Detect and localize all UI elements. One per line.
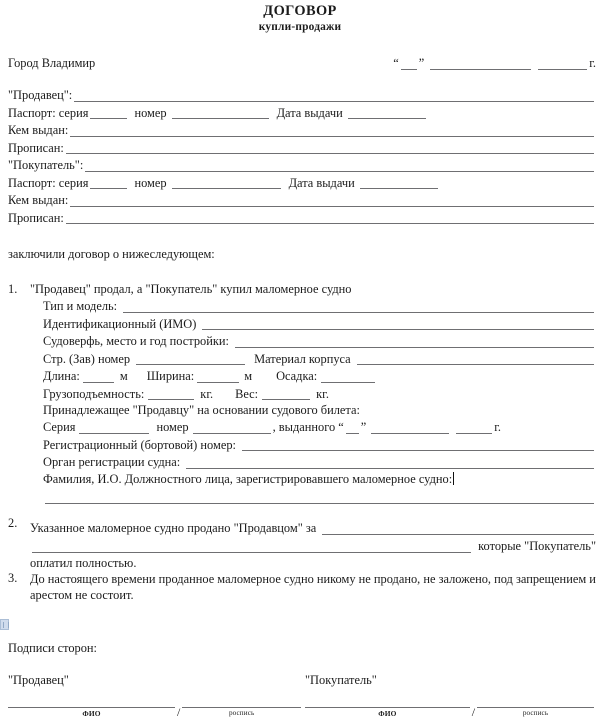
buyer-fio-group[interactable] <box>305 706 470 717</box>
buyer-issue-date-label: Дата выдачи <box>288 175 355 190</box>
registration-number-label: Регистрационный (бортовой) номер: <box>43 437 236 452</box>
seller-fio-caption: ФИО <box>82 709 101 719</box>
field-capacity-weight <box>30 386 596 400</box>
buyer-registered-row <box>8 210 596 224</box>
buyer-passport-number-blank[interactable] <box>172 175 281 189</box>
seller-block <box>0 88 600 225</box>
clause-2-text-after: которые "Покупатель" <box>478 539 596 554</box>
seller-issued-by-blank[interactable] <box>70 123 594 137</box>
conclusion-line: заключили договор о нижеследующем: <box>8 247 215 262</box>
issued-quote-open: “ <box>338 420 344 435</box>
seller-issue-date-label: Дата выдачи <box>276 105 343 120</box>
official-name-blank[interactable] <box>45 490 594 504</box>
field-ownership-basis <box>30 404 596 416</box>
buyer-sign-rule <box>477 706 594 708</box>
weight-unit: кг. <box>316 386 329 401</box>
official-name-label: Фамилия, И.О. Должностного лица, зарегистрировавшего маломерное судно: <box>43 471 453 486</box>
length-label: Длина: <box>43 369 80 384</box>
width-blank[interactable] <box>197 369 239 383</box>
issued-day-blank[interactable] <box>346 420 359 434</box>
clause-3-text: До настоящего времени проданное маломерное судно никому не продано, не заложено, под запрещением и арестом не состоит. <box>30 571 596 602</box>
length-unit: м <box>119 369 128 384</box>
buyer-signature-lines <box>305 706 594 718</box>
seller-issued-by-row <box>8 123 596 137</box>
field-dimensions <box>30 369 596 383</box>
issued-quote-close: ” <box>360 420 367 435</box>
signatures-heading: Подписи сторон: <box>8 640 97 655</box>
ownership-basis-label: Принадлежащее "Продавцу" на основании судового билета: <box>43 402 360 417</box>
buyer-issued-by-blank[interactable] <box>70 193 594 207</box>
build-number-label: Стр. (Зав) номер <box>43 351 131 366</box>
seller-fio-group[interactable] <box>8 706 175 717</box>
issued-year-blank[interactable] <box>456 420 492 434</box>
seller-registered-label: Прописан: <box>8 140 64 155</box>
issued-year-suffix: г. <box>494 420 501 435</box>
seller-signature-lines <box>8 706 301 718</box>
buyer-passport-row <box>8 175 596 189</box>
shipyard-blank[interactable] <box>235 334 594 348</box>
seller-issued-by-label: Кем выдан: <box>8 123 69 138</box>
buyer-issue-date-blank[interactable] <box>360 175 438 189</box>
seller-registered-blank[interactable] <box>66 140 594 154</box>
field-registration-number <box>30 437 596 451</box>
clause-1-head: "Продавец" продал, а "Покупатель" купил маломерное судно <box>30 281 352 296</box>
buyer-passport-number-label: номер <box>134 175 167 190</box>
date-quote-close: ” <box>418 56 425 71</box>
field-identification <box>30 316 596 330</box>
registration-body-blank[interactable] <box>186 455 594 469</box>
weight-label: Вес: <box>235 386 259 401</box>
clause-1-number: 1. <box>8 281 18 296</box>
hull-material-label: Материал корпуса <box>254 351 351 366</box>
signature-column-buyer <box>301 674 594 717</box>
seller-name-blank[interactable] <box>74 88 594 102</box>
page-title: ДОГОВОР <box>263 3 337 19</box>
buyer-separator: / <box>471 704 476 719</box>
clauses-list <box>0 283 600 604</box>
date-quote-open: “ <box>393 56 399 71</box>
seller-passport-series-blank[interactable] <box>90 105 127 119</box>
draft-label: Осадка: <box>276 369 318 384</box>
city-date-row <box>0 56 600 70</box>
buyer-issued-by-label: Кем выдан: <box>8 193 69 208</box>
buyer-name-blank[interactable] <box>85 158 594 172</box>
seller-passport-label: Паспорт: серия <box>8 105 89 120</box>
date-year-blank[interactable] <box>538 56 587 70</box>
buyer-signature-title: "Покупатель" <box>305 673 377 688</box>
buyer-registered-label: Прописан: <box>8 210 64 225</box>
clause-2-number: 2. <box>8 516 18 531</box>
issued-word: , выданного <box>272 420 336 435</box>
seller-passport-number-blank[interactable] <box>172 105 269 119</box>
price-blank-2[interactable] <box>32 539 471 553</box>
width-label: Ширина: <box>146 369 195 384</box>
clause-3 <box>8 572 596 604</box>
buyer-fio-caption: ФИО <box>378 709 397 719</box>
draft-blank[interactable] <box>321 369 375 383</box>
field-type-model <box>30 299 596 313</box>
ticket-series-blank[interactable] <box>79 420 149 434</box>
seller-passport-row <box>8 105 596 119</box>
registration-number-blank[interactable] <box>242 437 594 451</box>
clause-2-text-before: Указанное маломерное судно продано "Продавцом" за <box>30 521 317 536</box>
buyer-name-row <box>8 158 596 172</box>
buyer-sign-caption: роспись <box>522 709 549 718</box>
build-number-blank[interactable] <box>136 351 245 365</box>
registration-body-label: Орган регистрации судна: <box>43 455 181 470</box>
signature-area <box>0 674 600 717</box>
clause-3-number: 3. <box>8 570 18 585</box>
buyer-party-label: "Покупатель": <box>8 158 84 173</box>
text-caret <box>453 472 454 485</box>
field-ticket <box>30 420 596 434</box>
seller-registered-row <box>8 140 596 154</box>
seller-sign-caption: роспись <box>228 709 255 718</box>
capacity-blank[interactable] <box>148 386 194 400</box>
field-shipyard <box>30 334 596 348</box>
capacity-label: Грузоподъемность: <box>43 386 145 401</box>
seller-sign-group[interactable] <box>182 706 301 717</box>
paragraph-anchor-icon[interactable] <box>0 619 9 630</box>
type-model-blank[interactable] <box>123 299 594 313</box>
buyer-passport-series-blank[interactable] <box>90 175 127 189</box>
year-suffix: г. <box>589 56 596 71</box>
price-blank-1[interactable] <box>322 521 594 535</box>
width-unit: м <box>244 369 253 384</box>
seller-signature-title: "Продавец" <box>8 673 69 688</box>
clause-2 <box>8 517 596 569</box>
city-label: Город Владимир <box>8 56 96 71</box>
buyer-issued-by-row <box>8 193 596 207</box>
capacity-unit: кг. <box>200 386 214 401</box>
issued-month-blank[interactable] <box>371 420 449 434</box>
seller-sign-rule <box>182 706 301 708</box>
date-day-blank[interactable] <box>401 56 417 70</box>
seller-issue-date-blank[interactable] <box>348 105 426 119</box>
buyer-passport-label: Паспорт: серия <box>8 175 89 190</box>
page-subtitle: купли-продажи <box>258 21 342 34</box>
shipyard-label: Судоверфь, место и год постройки: <box>43 334 229 349</box>
ticket-number-label: номер <box>156 420 189 435</box>
hull-material-blank[interactable] <box>357 351 594 365</box>
field-official-name-blank-row <box>30 490 596 504</box>
clause-2-line-1 <box>30 521 596 535</box>
field-build-number <box>30 351 596 365</box>
seller-party-label: "Продавец": <box>8 88 73 103</box>
date-group <box>393 56 596 70</box>
field-official-name[interactable] <box>30 472 596 485</box>
buyer-registered-blank[interactable] <box>66 210 594 224</box>
seller-fio-rule <box>8 706 175 708</box>
field-registration-body <box>30 455 596 469</box>
date-month-blank[interactable] <box>430 56 531 70</box>
clause-2-line-2 <box>30 539 596 553</box>
length-blank[interactable] <box>83 369 114 383</box>
seller-name-row <box>8 88 596 102</box>
seller-separator: / <box>177 704 181 719</box>
ticket-number-blank[interactable] <box>193 420 271 434</box>
signature-column-seller <box>8 674 301 717</box>
identification-blank[interactable] <box>202 316 594 330</box>
buyer-fio-rule <box>305 706 470 708</box>
type-model-label: Тип и модель: <box>43 299 118 314</box>
identification-label: Идентификационный (ИМО) <box>43 316 197 331</box>
buyer-sign-group[interactable] <box>477 706 594 717</box>
clause-2-line-3: оплатил полностью. <box>30 555 137 570</box>
ticket-series-label: Серия <box>43 420 76 435</box>
weight-blank[interactable] <box>262 386 310 400</box>
clause-1 <box>8 283 596 504</box>
seller-passport-number-label: номер <box>134 105 167 120</box>
